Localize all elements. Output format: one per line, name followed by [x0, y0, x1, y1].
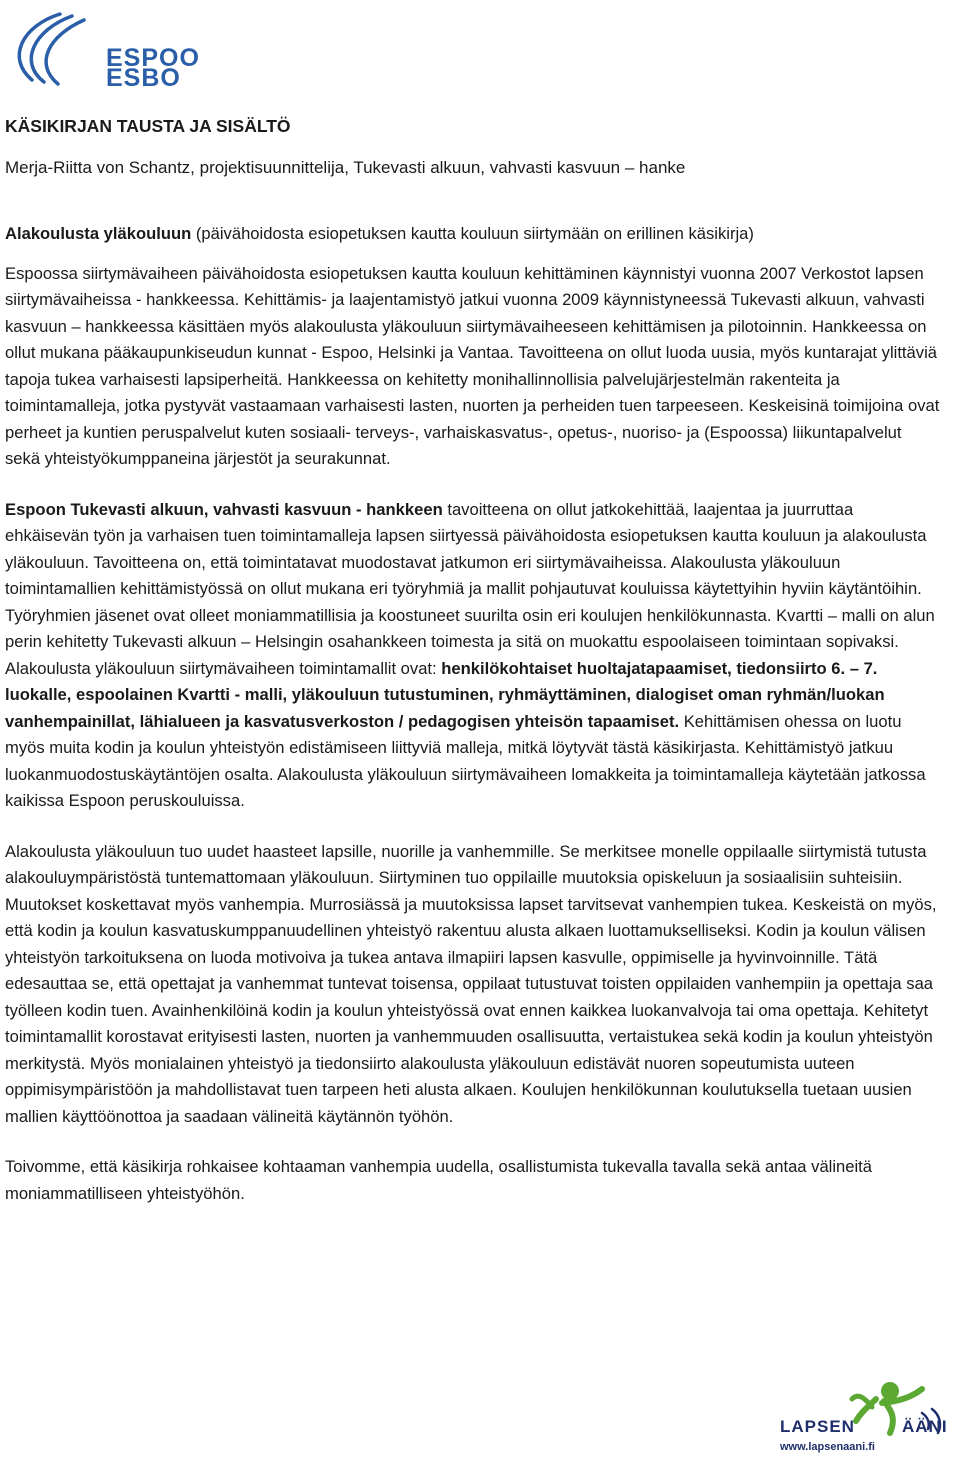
- lapsen-aani-logo: [772, 1377, 956, 1461]
- paragraph-transition: Alakoulusta yläkouluun tuo uudet haasteet lapsille, nuorille ja vanhemmille. Se merkitsee monelle oppilaalle siirtymistä tutusta alakouluympäristöstä tuntemattomaan yläkouluun. Siirtyminen tuo oppilaille muutoksia opiskeluun ja sosiaalisiin suhteisiin. Muutokset koskettavat myös vanhempia. Murrosiässä ja muutoksissa lapset tarvitsevat vanhempien tukea. Keskeistä on myös, että kodin ja koulun kasvatuskumppanuudellinen yhteistyö rakentuu alusta alkaen luottamukselliseksi. Kodin ja koulun välisen yhteistyön tarkoituksena on luoda motivoiva ja tukea antava ilmapiiri lapsen kasvulle, oppimiselle ja hyvinvoinnille. Tätä edesauttaa se, että opettajat ja vanhemmat tuntevat toisensa, oppilaat tutustuvat toisten oppilaiden vanhempiin ja opettaja saa työlleen kodin tuen. Avainhenkilöinä kodin ja koulun yhteistyössä ovat ennen kaikkea luokanvalvoja tai oma opettaja. Kehitetyt toimintamallit korostavat erityisesti lasten, nuorten ja vanhemmuuden osallisuutta, vertaistukea sekä kodin ja koulun yhteistyön merkitystä. Myös monialainen yhteistyö ja tiedonsiirto alakoulusta yläkouluun edistävät nuoren sopeutumista uuteen oppimisympäristöön ja mahdollistavat tuen tarpeen heti alusta alkaen. Koulujen henkilökunnan koulutuksella tuetaan uusien mallien käyttöönottoa ja saadaan välineitä käytännön työhön.: [5, 841, 937, 1126]
- project-text-1: tavoitteena on ollut jatkokehittää, laajentaa ja juurruttaa ehkäisevän työn ja varhaisen tuen toimintamalleja lapsen siirtyessä päivähoidosta esiopetuksen kautta kouluun ja alakoulusta yläkouluun. Tavoitteena on, että toimintatavat muodostavat jatkumon eri siirtymävaiheissa. Alakoulusta yläkouluun toimintamallien kehittämistyössä on ollut mukana eri työryhmiä ja mallit pohjautuvat kouluissa käytettyihin hyviin käytäntöihin. Työryhmien jäsenet ovat olleet moniammatillisia ja koostuneet suurilta osin eri koulujen henkilökunnasta. Kvartti – malli on alun perin kehitetty Tukevasti alkuun – Helsingin osahankkeen toimesta ja sitä on muokattu espoolaiseen toimintaan sopivaksi. Alakoulusta yläkouluun siirtymävaiheen toimintamallit ovat:: [5, 499, 935, 678]
- subheading-rest: (päivähoidosta esiopetuksen kautta kouluun siirtymään on erillinen käsikirja): [191, 224, 754, 243]
- project-name-bold: Espoon Tukevasti alkuun, vahvasti kasvuun - hankkeen: [5, 499, 443, 519]
- espoo-logo: [2, 6, 200, 92]
- models-list-bold: henkilökohtaiset huoltajatapaamiset, tiedonsiirto 6. – 7. luokalle, espoolainen Kvartti - malli, yläkouluun tutustuminen, ryhmäyttäminen, dialogiset oman ryhmän/luokan vanhempainillat, lähialueen ja kasvatusverkoston / pedagogisen yhteisön tapaamiset.: [5, 658, 885, 731]
- logo-line1: ESPOO: [106, 44, 200, 72]
- project-text-2: Kehittämisen ohessa on luotu myös muita kodin ja koulun yhteistyön edistämiseen liittyviä malleja, mitkä löytyvät tästä käsikirjasta. Kehittämistyö jatkuu luokanmuodostuskäytäntöjen osalta. Alakoulusta yläkouluun siirtymävaiheen lomakkeita ja toimintamalleja käytetään jatkossa kaikissa Espoon peruskouluissa.: [5, 711, 926, 810]
- logo-url: www.lapsenaani.fi: [780, 1441, 875, 1453]
- logo-word-aani: ÄÄNI: [902, 1417, 948, 1436]
- paragraph-closing: Toivomme, että käsikirja rohkaisee kohtaaman vanhempia uudella, osallistumista tukevalla tavalla sekä antaa välineitä moniammatilliseen yhteistyöhön.: [5, 1157, 873, 1203]
- author-line: Merja-Riitta von Schantz, projektisuunnittelija, Tukevasti alkuun, vahvasti kasvuun – hanke: [5, 158, 686, 177]
- subheading-bold: Alakoulusta yläkouluun: [5, 224, 192, 243]
- espoo-wave-icon: [2, 6, 112, 88]
- document-body: [5, 116, 940, 1207]
- logo-word-lapsen: LAPSEN: [780, 1417, 855, 1436]
- logo-line2: ESBO: [106, 64, 181, 92]
- paragraph-background: Espoossa siirtymävaiheen päivähoidosta esiopetuksen kautta kouluun kehittäminen käynnistyi vuonna 2007 Verkostot lapsen siirtymävaiheissa - hankkeessa. Kehittämis- ja laajentamistyö jatkui vuonna 2009 käynnistyneessä Tukevasti alkuun, vahvasti kasvuun – hankkeessa käsittäen myös alakoulusta yläkouluun siirtymävaiheeseen kehittämisen ja pilotoinnin. Hankkeessa on ollut mukana pääkaupunkiseudun kunnat - Espoo, Helsinki ja Vantaa. Tavoitteena on ollut luoda uusia, myös kuntarajat ylittäviä tapoja tukea varhaisesti lapsiperheitä. Hankkeessa on kehitetty monihallinnollisia palvelujärjestelmän rakenteita ja toimintamalleja, jotka pystyvät vastaamaan varhaisesti lasten, nuorten ja perheiden tuen tarpeeseen. Keskeisinä toimijoina ovat perheet ja kuntien peruspalvelut kuten sosiaali- terveys-, varhaiskasvatus-, opetus-, nuoriso- ja (Espoossa) liikuntapalvelut sekä yhteistyökumppaneina järjestöt ja seurakunnat.: [5, 263, 940, 468]
- document-title: KÄSIKIRJAN TAUSTA JA SISÄLTÖ: [5, 116, 291, 136]
- paragraph-project: [5, 497, 940, 815]
- subheading-paragraph: [5, 221, 940, 248]
